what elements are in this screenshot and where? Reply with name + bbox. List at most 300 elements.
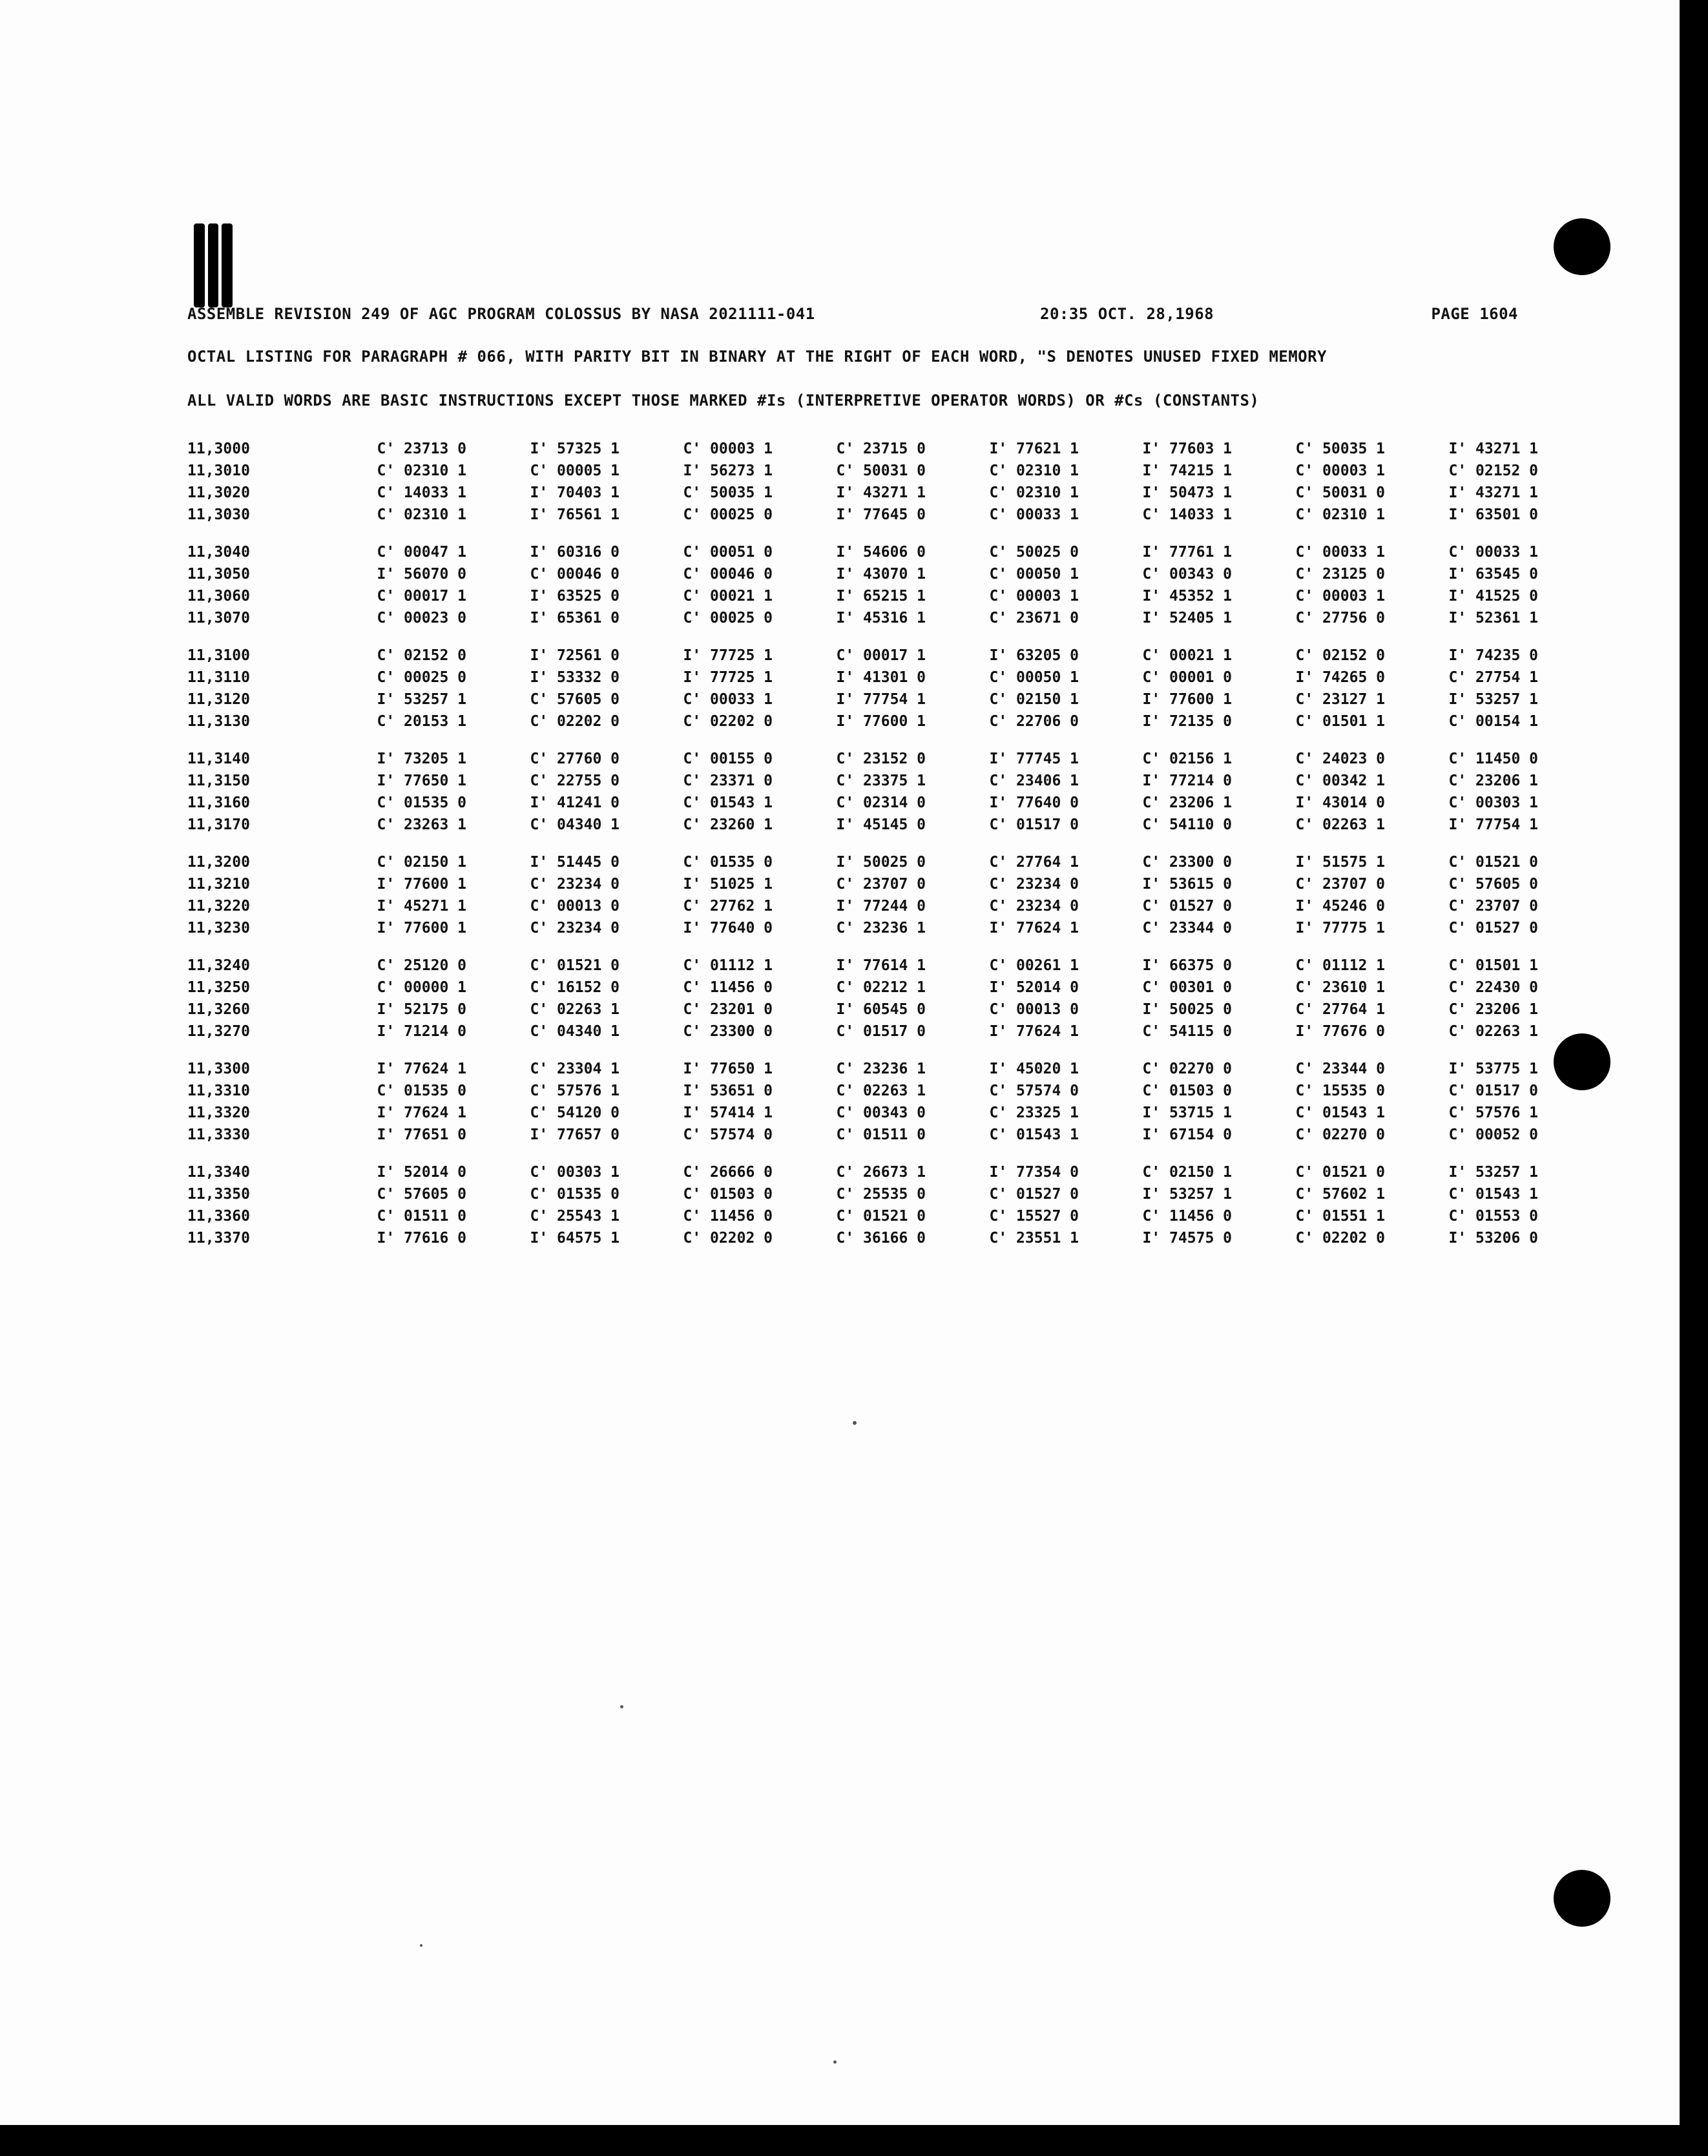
octal-word: I' 77725 1	[683, 669, 773, 686]
octal-word: C' 00050 1	[989, 669, 1079, 686]
octal-word: C' 50025 0	[989, 544, 1079, 561]
punch-hole-top	[1554, 218, 1610, 275]
octal-word: C' 57605 0	[530, 691, 620, 708]
octal-word: C' 00050 1	[989, 566, 1079, 583]
octal-word: C' 02152 0	[1295, 647, 1385, 664]
octal-word: C' 16152 0	[530, 979, 620, 996]
octal-word: C' 50035 1	[683, 484, 773, 501]
listing-row	[187, 917, 1538, 939]
octal-word: C' 54110 0	[1142, 816, 1232, 833]
octal-word: I' 77725 1	[683, 647, 773, 664]
octal-word: C' 54115 0	[1142, 1023, 1232, 1040]
octal-word: C' 02263 1	[1295, 816, 1385, 833]
octal-word: I' 45020 1	[989, 1061, 1079, 1077]
octal-word: C' 00342 1	[1295, 772, 1385, 789]
octal-word: C' 27760 0	[530, 751, 620, 767]
octal-word: C' 02202 0	[530, 713, 620, 730]
header-line-3: ALL VALID WORDS ARE BASIC INSTRUCTIONS EXCEPT THOSE MARKED #Is (INTERPRETIVE OPERATOR WORDS) OR #Cs (CONSTANTS)	[187, 391, 1260, 409]
octal-word: C' 22706 0	[989, 713, 1079, 730]
octal-word: C' 27764 1	[989, 854, 1079, 871]
paper-speck	[833, 2060, 837, 2064]
octal-word: C' 22430 0	[1448, 979, 1538, 996]
assembly-title: ASSEMBLE REVISION 249 OF AGC PROGRAM COLOSSUS BY NASA 2021111-041	[187, 305, 815, 323]
octal-word: C' 00025 0	[377, 669, 466, 686]
listing-group	[187, 851, 1538, 939]
listing-row	[187, 438, 1538, 460]
memory-address: 11,3360	[187, 1208, 250, 1225]
octal-word: C' 57605 0	[1448, 876, 1538, 893]
octal-word: I' 77600 1	[377, 876, 466, 893]
octal-word: C' 02310 1	[1295, 506, 1385, 523]
octal-word: C' 00047 1	[377, 544, 466, 561]
octal-word: C' 00033 1	[1448, 544, 1538, 561]
listing-row	[187, 541, 1538, 563]
memory-address: 11,3070	[187, 610, 250, 627]
octal-word: I' 77640 0	[683, 920, 773, 937]
octal-word: C' 01527 0	[1448, 920, 1538, 937]
octal-word: C' 00046 0	[683, 566, 773, 583]
octal-word: C' 01553 0	[1448, 1208, 1538, 1225]
memory-address: 11,3110	[187, 669, 250, 686]
octal-word: C' 02202 0	[1295, 1230, 1385, 1247]
octal-word: I' 72561 0	[530, 647, 620, 664]
octal-word: C' 54120 0	[530, 1104, 620, 1121]
memory-address: 11,3300	[187, 1061, 250, 1077]
bar-mark-1	[194, 223, 205, 307]
octal-word: I' 77614 1	[836, 957, 926, 974]
octal-word: I' 43271 1	[1448, 484, 1538, 501]
octal-word: C' 01501 1	[1448, 957, 1538, 974]
memory-address: 11,3000	[187, 441, 250, 457]
octal-word: C' 01521 0	[530, 957, 620, 974]
listing-row	[187, 977, 1538, 999]
octal-word: I' 63501 0	[1448, 506, 1538, 523]
octal-word: I' 77650 1	[683, 1061, 773, 1077]
octal-word: I' 45316 1	[836, 610, 926, 627]
octal-word: C' 27762 1	[683, 898, 773, 915]
octal-word: C' 23206 1	[1448, 772, 1538, 789]
octal-word: C' 00023 0	[377, 610, 466, 627]
octal-word: C' 22755 0	[530, 772, 620, 789]
listing-row	[187, 1058, 1538, 1080]
octal-word: I' 52405 1	[1142, 610, 1232, 627]
bar-mark-3	[222, 223, 233, 307]
octal-word: C' 01543 1	[1295, 1104, 1385, 1121]
octal-word: I' 77651 0	[377, 1126, 466, 1143]
octal-word: C' 00021 1	[1142, 647, 1232, 664]
octal-word: C' 50035 1	[1295, 441, 1385, 457]
listing-group	[187, 748, 1538, 836]
octal-word: C' 01551 1	[1295, 1208, 1385, 1225]
octal-word: I' 65361 0	[530, 610, 620, 627]
octal-word: C' 14033 1	[377, 484, 466, 501]
listing-row	[187, 895, 1538, 917]
octal-word: C' 00017 1	[836, 647, 926, 664]
octal-word: C' 01527 0	[989, 1186, 1079, 1203]
octal-word: C' 23707 0	[1448, 898, 1538, 915]
octal-word: C' 02150 1	[989, 691, 1079, 708]
octal-word: I' 77761 1	[1142, 544, 1232, 561]
memory-address: 11,3350	[187, 1186, 250, 1203]
octal-word: I' 77624 1	[377, 1061, 466, 1077]
octal-word: C' 02310 1	[377, 462, 466, 479]
octal-word: C' 01535 0	[530, 1186, 620, 1203]
octal-word: I' 64575 1	[530, 1230, 620, 1247]
octal-word: C' 02212 1	[836, 979, 926, 996]
listing-row	[187, 667, 1538, 689]
octal-word: C' 02152 0	[1448, 462, 1538, 479]
memory-address: 11,3150	[187, 772, 250, 789]
octal-word: C' 00052 0	[1448, 1126, 1538, 1143]
octal-word: C' 01517 0	[989, 816, 1079, 833]
memory-address: 11,3340	[187, 1164, 250, 1181]
octal-word: C' 00003 1	[1295, 462, 1385, 479]
octal-word: C' 00303 1	[1448, 794, 1538, 811]
octal-word: C' 01527 0	[1142, 898, 1232, 915]
memory-address: 11,3020	[187, 484, 250, 501]
octal-word: C' 23127 1	[1295, 691, 1385, 708]
octal-word: C' 23234 0	[989, 876, 1079, 893]
octal-word: C' 23406 1	[989, 772, 1079, 789]
octal-word: C' 04340 1	[530, 1023, 620, 1040]
octal-word: C' 00033 1	[989, 506, 1079, 523]
memory-address: 11,3370	[187, 1230, 250, 1247]
octal-word: I' 43271 1	[1448, 441, 1538, 457]
octal-word: I' 41241 0	[530, 794, 620, 811]
octal-word: I' 77650 1	[377, 772, 466, 789]
octal-word: I' 77745 1	[989, 751, 1079, 767]
listing-row	[187, 1227, 1538, 1249]
octal-word: I' 77645 0	[836, 506, 926, 523]
octal-word: I' 71214 0	[377, 1023, 466, 1040]
octal-word: I' 77621 1	[989, 441, 1079, 457]
octal-word: I' 56070 0	[377, 566, 466, 583]
listing-row	[187, 689, 1538, 710]
octal-word: C' 23300 0	[683, 1023, 773, 1040]
memory-address: 11,3050	[187, 566, 250, 583]
memory-address: 11,3240	[187, 957, 250, 974]
octal-word: C' 50031 0	[836, 462, 926, 479]
octal-word: C' 57574 0	[989, 1083, 1079, 1099]
octal-word: C' 23344 0	[1142, 920, 1232, 937]
octal-word: C' 00301 0	[1142, 979, 1232, 996]
octal-word: I' 53332 0	[530, 669, 620, 686]
octal-word: C' 23234 0	[989, 898, 1079, 915]
octal-word: I' 77616 0	[377, 1230, 466, 1247]
octal-word: C' 26673 1	[836, 1164, 926, 1181]
octal-word: C' 02263 1	[1448, 1023, 1538, 1040]
octal-word: C' 00343 0	[836, 1104, 926, 1121]
listing-group	[187, 541, 1538, 629]
memory-address: 11,3270	[187, 1023, 250, 1040]
octal-word: C' 36166 0	[836, 1230, 926, 1247]
octal-word: I' 73205 1	[377, 751, 466, 767]
octal-word: C' 20153 1	[377, 713, 466, 730]
octal-word: C' 01535 0	[377, 1083, 466, 1099]
octal-word: C' 02156 1	[1142, 751, 1232, 767]
octal-word: C' 01521 0	[1295, 1164, 1385, 1181]
octal-word: C' 11456 0	[1142, 1208, 1232, 1225]
octal-word: I' 52361 1	[1448, 610, 1538, 627]
memory-address: 11,3200	[187, 854, 250, 871]
octal-word: C' 23125 0	[1295, 566, 1385, 583]
octal-word: C' 11456 0	[683, 979, 773, 996]
octal-word: C' 01503 0	[683, 1186, 773, 1203]
octal-word: C' 23206 1	[1142, 794, 1232, 811]
octal-word: I' 74235 0	[1448, 647, 1538, 664]
octal-word: C' 00025 0	[683, 506, 773, 523]
octal-word: C' 00343 0	[1142, 566, 1232, 583]
memory-address: 11,3230	[187, 920, 250, 937]
listing-row	[187, 851, 1538, 873]
octal-word: C' 23715 0	[836, 441, 926, 457]
listing-row	[187, 873, 1538, 895]
octal-word: C' 00013 0	[530, 898, 620, 915]
octal-word: I' 52175 0	[377, 1001, 466, 1018]
octal-word: C' 25120 0	[377, 957, 466, 974]
octal-word: C' 02263 1	[836, 1083, 926, 1099]
octal-word: C' 23201 0	[683, 1001, 773, 1018]
octal-word: C' 02310 1	[377, 506, 466, 523]
octal-word: C' 23707 0	[836, 876, 926, 893]
octal-word: I' 77214 0	[1142, 772, 1232, 789]
octal-word: C' 23610 1	[1295, 979, 1385, 996]
octal-word: I' 77754 1	[1448, 816, 1538, 833]
octal-word: C' 14033 1	[1142, 506, 1232, 523]
octal-word: C' 15527 0	[989, 1208, 1079, 1225]
octal-word: C' 25535 0	[836, 1186, 926, 1203]
octal-word: C' 00155 0	[683, 751, 773, 767]
listing-group	[187, 1161, 1538, 1249]
octal-word: I' 45145 0	[836, 816, 926, 833]
octal-word: C' 00013 0	[989, 1001, 1079, 1018]
listing-group	[187, 645, 1538, 732]
octal-word: I' 56273 1	[683, 462, 773, 479]
octal-word: I' 63545 0	[1448, 566, 1538, 583]
octal-word: C' 11456 0	[683, 1208, 773, 1225]
listing-row	[187, 1021, 1538, 1042]
octal-word: C' 02150 1	[377, 854, 466, 871]
octal-listing	[187, 438, 1538, 1265]
octal-word: C' 23236 1	[836, 920, 926, 937]
memory-address: 11,3170	[187, 816, 250, 833]
octal-word: C' 02202 0	[683, 1230, 773, 1247]
octal-word: C' 00017 1	[377, 588, 466, 605]
octal-word: C' 00046 0	[530, 566, 620, 583]
octal-word: C' 57574 0	[683, 1126, 773, 1143]
octal-word: I' 77600 1	[1142, 691, 1232, 708]
octal-word: C' 02152 0	[377, 647, 466, 664]
octal-word: I' 63205 0	[989, 647, 1079, 664]
header-line-2: OCTAL LISTING FOR PARAGRAPH # 066, WITH PARITY BIT IN BINARY AT THE RIGHT OF EACH WORD, "S DENOTES UNUSED FIXED MEMORY	[187, 347, 1328, 366]
listing-row	[187, 1161, 1538, 1183]
listing-row	[187, 563, 1538, 585]
listing-group	[187, 438, 1538, 526]
octal-word: C' 23236 1	[836, 1061, 926, 1077]
octal-word: C' 00021 1	[683, 588, 773, 605]
octal-word: C' 02310 1	[989, 484, 1079, 501]
assembly-timestamp: 20:35 OCT. 28,1968	[1040, 305, 1214, 323]
octal-word: C' 02263 1	[530, 1001, 620, 1018]
octal-word: C' 01511 0	[836, 1126, 926, 1143]
octal-word: C' 00001 0	[1142, 669, 1232, 686]
octal-word: I' 77775 1	[1295, 920, 1385, 937]
octal-word: C' 01521 0	[836, 1208, 926, 1225]
octal-word: C' 00025 0	[683, 610, 773, 627]
separator-bar-mark	[194, 223, 233, 307]
memory-address: 11,3160	[187, 794, 250, 811]
octal-word: C' 02310 1	[989, 462, 1079, 479]
octal-word: C' 01543 1	[989, 1126, 1079, 1143]
octal-word: I' 43014 0	[1295, 794, 1385, 811]
octal-word: C' 23152 0	[836, 751, 926, 767]
octal-word: C' 00261 1	[989, 957, 1079, 974]
octal-word: I' 77676 0	[1295, 1023, 1385, 1040]
listing-row	[187, 504, 1538, 526]
listing-row	[187, 460, 1538, 482]
octal-word: C' 02314 0	[836, 794, 926, 811]
octal-word: I' 77657 0	[530, 1126, 620, 1143]
octal-word: C' 23325 1	[989, 1104, 1079, 1121]
octal-word: C' 25543 1	[530, 1208, 620, 1225]
memory-address: 11,3040	[187, 544, 250, 561]
octal-word: I' 74215 1	[1142, 462, 1232, 479]
octal-word: I' 53715 1	[1142, 1104, 1232, 1121]
octal-word: I' 52014 0	[989, 979, 1079, 996]
listing-row	[187, 585, 1538, 607]
octal-word: I' 51445 0	[530, 854, 620, 871]
octal-word: I' 45352 1	[1142, 588, 1232, 605]
octal-word: C' 23551 1	[989, 1230, 1079, 1247]
octal-word: C' 01543 1	[683, 794, 773, 811]
paper-speck	[620, 1705, 623, 1708]
octal-word: I' 72135 0	[1142, 713, 1232, 730]
octal-word: I' 77624 1	[377, 1104, 466, 1121]
listing-row	[187, 748, 1538, 770]
memory-address: 11,3030	[187, 506, 250, 523]
octal-word: C' 00303 1	[530, 1164, 620, 1181]
octal-word: C' 01535 0	[683, 854, 773, 871]
octal-word: C' 23300 0	[1142, 854, 1232, 871]
octal-word: I' 53257 1	[1142, 1186, 1232, 1203]
octal-word: I' 41301 0	[836, 669, 926, 686]
octal-word: C' 01511 0	[377, 1208, 466, 1225]
octal-word: C' 23206 1	[1448, 1001, 1538, 1018]
octal-word: C' 00033 1	[1295, 544, 1385, 561]
listing-group	[187, 955, 1538, 1042]
octal-word: C' 02270 0	[1295, 1126, 1385, 1143]
octal-word: I' 66375 0	[1142, 957, 1232, 974]
octal-word: C' 01517 0	[836, 1023, 926, 1040]
octal-word: I' 57414 1	[683, 1104, 773, 1121]
octal-word: I' 53775 1	[1448, 1061, 1538, 1077]
octal-word: I' 41525 0	[1448, 588, 1538, 605]
octal-word: C' 01521 0	[1448, 854, 1538, 871]
octal-word: C' 23375 1	[836, 772, 926, 789]
octal-word: C' 57602 1	[1295, 1186, 1385, 1203]
listing-row	[187, 792, 1538, 814]
octal-word: C' 23260 1	[683, 816, 773, 833]
memory-address: 11,3260	[187, 1001, 250, 1018]
memory-address: 11,3060	[187, 588, 250, 605]
octal-word: C' 01501 1	[1295, 713, 1385, 730]
punch-hole-bottom	[1554, 1870, 1610, 1927]
octal-word: C' 02150 1	[1142, 1164, 1232, 1181]
listing-row	[187, 1183, 1538, 1205]
octal-word: I' 43070 1	[836, 566, 926, 583]
memory-address: 11,3140	[187, 751, 250, 767]
octal-word: C' 00033 1	[683, 691, 773, 708]
octal-word: I' 60545 0	[836, 1001, 926, 1018]
octal-word: C' 57605 0	[377, 1186, 466, 1203]
octal-word: I' 63525 0	[530, 588, 620, 605]
octal-word: I' 53615 0	[1142, 876, 1232, 893]
memory-address: 11,3310	[187, 1083, 250, 1099]
listing-row	[187, 482, 1538, 504]
listing-row	[187, 955, 1538, 977]
memory-address: 11,3250	[187, 979, 250, 996]
octal-word: I' 50473 1	[1142, 484, 1232, 501]
memory-address: 11,3320	[187, 1104, 250, 1121]
octal-word: C' 00003 1	[989, 588, 1079, 605]
octal-word: C' 23344 0	[1295, 1061, 1385, 1077]
octal-word: C' 04340 1	[530, 816, 620, 833]
octal-word: I' 52014 0	[377, 1164, 466, 1181]
octal-word: I' 54606 0	[836, 544, 926, 561]
octal-word: C' 00154 1	[1448, 713, 1538, 730]
octal-word: I' 43271 1	[836, 484, 926, 501]
listing-row	[187, 607, 1538, 629]
octal-word: I' 45271 1	[377, 898, 466, 915]
octal-word: C' 00051 0	[683, 544, 773, 561]
listing-row	[187, 1080, 1538, 1102]
octal-word: C' 23234 0	[530, 920, 620, 937]
octal-word: I' 53651 0	[683, 1083, 773, 1099]
octal-word: I' 60316 0	[530, 544, 620, 561]
octal-word: C' 01112 1	[1295, 957, 1385, 974]
octal-word: C' 00005 1	[530, 462, 620, 479]
octal-word: I' 77600 1	[377, 920, 466, 937]
octal-word: I' 45246 0	[1295, 898, 1385, 915]
octal-word: I' 76561 1	[530, 506, 620, 523]
octal-word: C' 23707 0	[1295, 876, 1385, 893]
octal-word: I' 70403 1	[530, 484, 620, 501]
listing-row	[187, 645, 1538, 667]
octal-word: C' 57576 1	[530, 1083, 620, 1099]
octal-word: C' 23304 1	[530, 1061, 620, 1077]
octal-word: I' 77354 0	[989, 1164, 1079, 1181]
octal-word: I' 77640 0	[989, 794, 1079, 811]
octal-word: I' 50025 0	[1142, 1001, 1232, 1018]
octal-word: I' 53257 1	[1448, 691, 1538, 708]
octal-word: C' 01517 0	[1448, 1083, 1538, 1099]
octal-word: I' 77600 1	[836, 713, 926, 730]
octal-word: C' 00000 1	[377, 979, 466, 996]
octal-word: I' 50025 0	[836, 854, 926, 871]
listing-group	[187, 1058, 1538, 1146]
octal-word: C' 01543 1	[1448, 1186, 1538, 1203]
octal-word: C' 23371 0	[683, 772, 773, 789]
octal-word: I' 77244 0	[836, 898, 926, 915]
memory-address: 11,3330	[187, 1126, 250, 1143]
octal-word: C' 11450 0	[1448, 751, 1538, 767]
octal-word: I' 74265 0	[1295, 669, 1385, 686]
octal-word: I' 53206 0	[1448, 1230, 1538, 1247]
octal-word: I' 53257 1	[377, 691, 466, 708]
octal-word: C' 23671 0	[989, 610, 1079, 627]
octal-word: C' 24023 0	[1295, 751, 1385, 767]
listing-row	[187, 1205, 1538, 1227]
